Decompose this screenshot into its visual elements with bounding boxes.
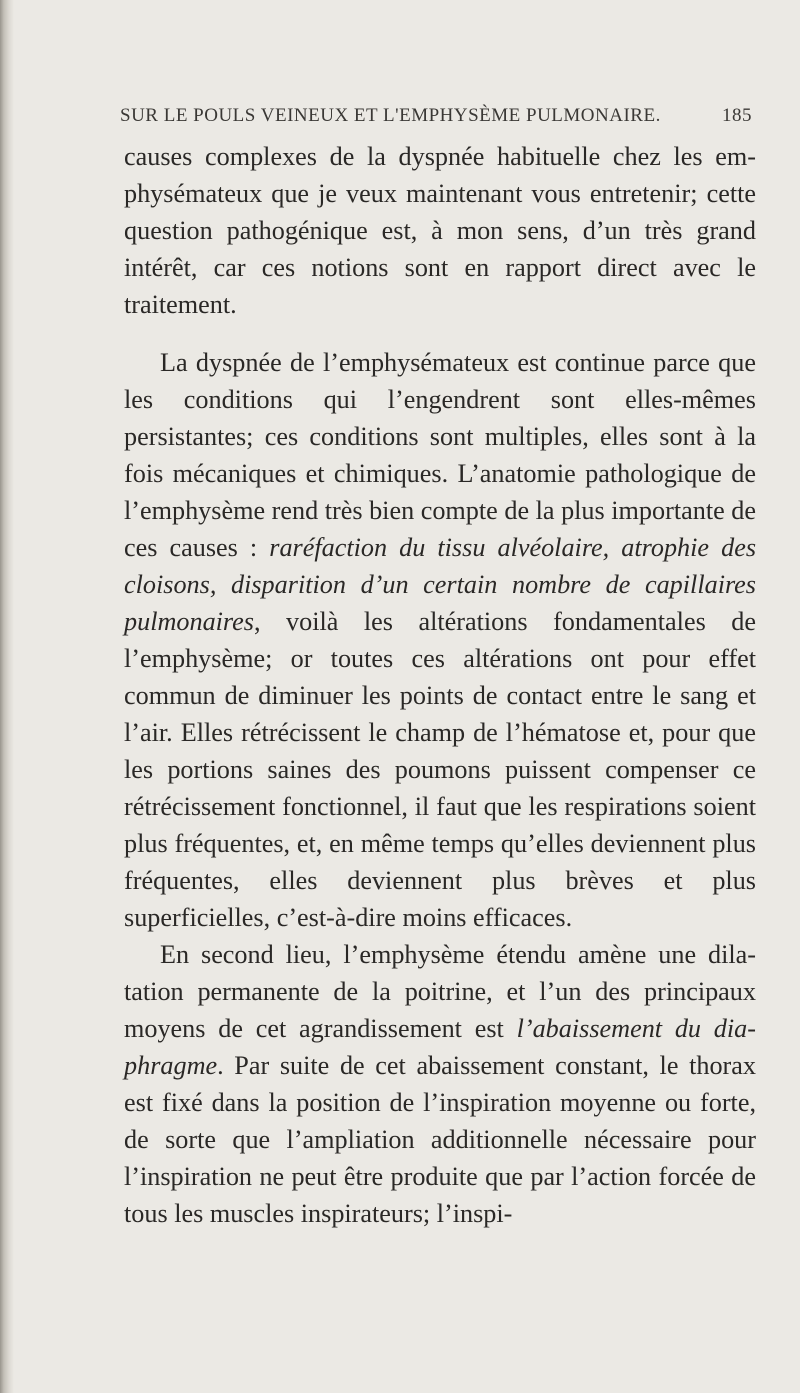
page-number: 185 [722, 105, 752, 126]
body-text [124, 138, 756, 1232]
running-title: SUR LE POULS VEINEUX ET L'EMPHYSÈME PULMONAIRE. [120, 105, 661, 126]
paragraph-2 [124, 344, 756, 936]
text-segment: La dyspnée de l’emphysémateux est continue parce que les conditions qui l’engendrent sont elles-mêmes persistantes; ces conditions sont multiples, elles sont à la fois mécaniques et chimiques. L’anatomie pathologique de l’emphysème rend très bien compte de la plus importante de ces causes : [124, 348, 756, 562]
paragraph-3 [124, 936, 756, 1232]
text-segment: causes complexes de la dyspnée habituelle chez les emphysémateux que je veux maintenant vous entretenir; cette question pathogénique est, à mon sens, d’un très grand intérêt, car ces notions sont en rapport direct avec le traitement. [124, 142, 756, 319]
text-segment: , voilà les altérations fondamentales de l’emphysème; or toutes ces altérations ont pour effet commun de diminuer les points de contact entre le sang et l’air. Elles rétrécissent le champ de l’hématose et, pour que les portions saines des poumons puissent compenser ce rétrécissement fonctionnel, il faut que les respirations soient plus fréquentes, et, en même temps qu’elles deviennent plus fréquentes, elles deviennent plus brèves et plus superficielles, c’est-à-dire moins efficaces. [124, 607, 756, 932]
italic-segment: raréfaction du tissu alvéolaire, atrophie des cloisons, disparition d’un certain nombre de capillaires pulmonaires [124, 533, 757, 636]
running-header [120, 105, 752, 135]
text-segment: . Par suite de cet abaissement constant, le thorax est fixé dans la position de l’inspiration moyenne ou forte, de sorte que l’ampliation additionnelle nécessaire pour l’inspiration ne peut être produite que par l’action forcée de tous les muscles inspirateurs; l’inspi- [124, 1051, 756, 1228]
text-segment: En second lieu, l’emphysème étendu amène une dilatation permanente de la poitrine, et l’un des principaux moyens de cet agrandissement est [124, 940, 756, 1043]
paragraph-1 [124, 138, 756, 323]
italic-segment: l’abaissement du diaphragme [124, 1014, 757, 1080]
